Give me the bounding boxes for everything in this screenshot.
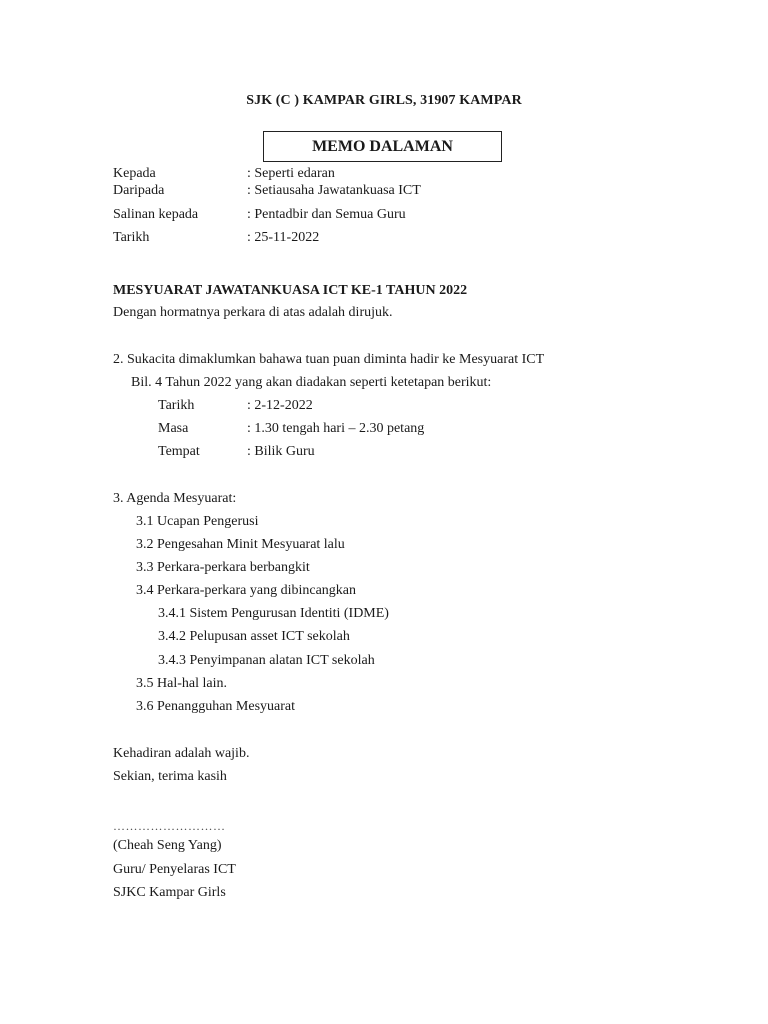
signatory-name: (Cheah Seng Yang) xyxy=(113,838,222,853)
field-label: Salinan kepada xyxy=(113,207,199,222)
signatory-school: SJKC Kampar Girls xyxy=(113,885,226,900)
agenda-heading: 3. Agenda Mesyuarat: xyxy=(113,491,237,506)
field-value: : Pentadbir dan Semua Guru xyxy=(247,207,406,222)
field-label: Daripada xyxy=(113,183,165,198)
memo-subject: MESYUARAT JAWATANKUASA ICT KE-1 TAHUN 2022 xyxy=(113,283,468,298)
field-label: Tarikh xyxy=(113,230,150,245)
closing-line2: Sekian, terima kasih xyxy=(113,769,227,784)
signatory-role: Guru/ Penyelaras ICT xyxy=(113,862,236,877)
detail-label: Masa xyxy=(158,421,189,436)
detail-label: Tarikh xyxy=(158,398,195,413)
agenda-subitem: 3.4.1 Sistem Pengurusan Identiti (IDME) xyxy=(158,606,389,621)
intro-text: Dengan hormatnya perkara di atas adalah dirujuk. xyxy=(113,305,393,320)
para2-line1: 2. Sukacita dimaklumkan bahawa tuan puan diminta hadir ke Mesyuarat ICT xyxy=(113,352,545,367)
field-value: : 25-11-2022 xyxy=(247,230,320,245)
field-label: Kepada xyxy=(113,166,156,181)
agenda-item: 3.4 Perkara-perkara yang dibincangkan xyxy=(136,583,357,598)
agenda-item: 3.5 Hal-hal lain. xyxy=(136,676,227,691)
detail-value: : 2-12-2022 xyxy=(247,398,313,413)
agenda-item: 3.3 Perkara-perkara berbangkit xyxy=(136,560,310,575)
school-header: SJK (C ) KAMPAR GIRLS, 31907 KAMPAR xyxy=(246,93,522,108)
detail-label: Tempat xyxy=(158,444,200,459)
detail-value: : Bilik Guru xyxy=(247,444,315,459)
agenda-subitem: 3.4.2 Pelupusan asset ICT sekolah xyxy=(158,629,350,644)
memo-title: MEMO DALAMAN xyxy=(263,131,502,162)
detail-value: : 1.30 tengah hari – 2.30 petang xyxy=(247,421,425,436)
signature-line: ……………………… xyxy=(113,819,226,833)
agenda-subitem: 3.4.3 Penyimpanan alatan ICT sekolah xyxy=(158,653,375,668)
agenda-item: 3.1 Ucapan Pengerusi xyxy=(136,514,259,529)
para2-line2: Bil. 4 Tahun 2022 yang akan diadakan seperti ketetapan berikut: xyxy=(131,375,492,390)
field-value: : Setiausaha Jawatankuasa ICT xyxy=(247,183,421,198)
agenda-item: 3.2 Pengesahan Minit Mesyuarat lalu xyxy=(136,537,345,552)
closing-line1: Kehadiran adalah wajib. xyxy=(113,746,250,761)
field-value: : Seperti edaran xyxy=(247,166,335,181)
agenda-item: 3.6 Penangguhan Mesyuarat xyxy=(136,699,296,714)
